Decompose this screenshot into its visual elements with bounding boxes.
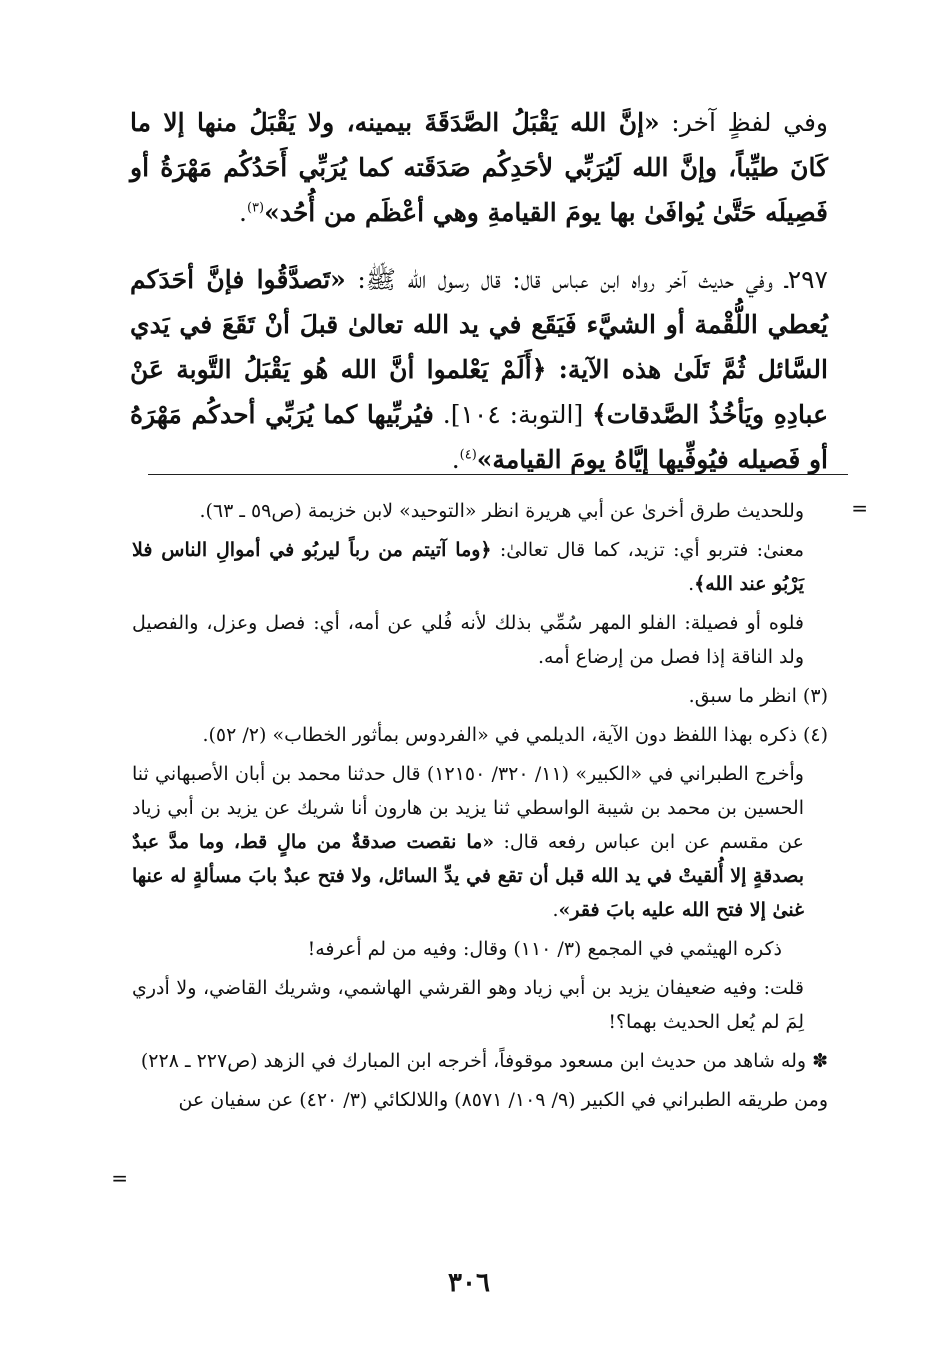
- footnote-3: (٣) انظر ما سبق.: [688, 685, 828, 707]
- footnote-line: فلوه أو فصيلة: الفلو المهر سُمِّي بذلك لأنه فُلي عن أمه، أي: فصل وعزل، والفصيل ولد الناقة إذا فصل من إرضاع أمه.: [132, 612, 804, 668]
- footnote-divider: [148, 474, 848, 475]
- footnote-line: ومن طريقه الطبراني في الكبير (٩/ ١٠٩/ ٨٥٧١) واللالكائي (٣/ ٤٢٠) عن سفيان عن: [178, 1089, 828, 1111]
- footnote-line: [132, 533, 828, 601]
- footnote-line: قلت: وفيه ضعيفان يزيد بن أبي زياد وهو القرشي الهاشمي، وشريك القاضي، ولا أدري لِمَ لم يُعل الحديث بهما؟!: [132, 977, 804, 1033]
- page-number: ٣٠٦: [448, 1268, 490, 1298]
- footnote-line: [132, 757, 828, 927]
- punctuation: .: [451, 445, 460, 474]
- hadith-quote: «تَصدَّقُوا فإنَّ أحَدَكم يُعطي اللُّقْمة أو الشيَّء فَيَقَع في يد الله تعالىٰ قبلَ أنْ تَقَعَ في يَدي السَّائل ثُمَّ تَلَىٰ هذه الآية:: [130, 265, 828, 384]
- footnote-text: وأخرج الطبراني في «الكبير» (١١/ ٣٢٠/ ١٢١٥٠) قال حدثنا محمد بن أبان الأصبهاني ثنا الحسين بن محمد بن شيبة الواسطي ثنا يزيد بن هارون أنا شريك عن يزيد بن أبي زياد عن مقسم عن ابن عباس رفعه قال:: [132, 763, 804, 853]
- quran-verse: ﴿أَلَمْ يَعْلموا أنَّ الله هُو يَقْبَلُ التَّوبة عَنْ عبادِهِ ويَأخُذُ الصَّدقات﴾: [130, 355, 829, 429]
- footnote-text: معنىٰ: فتربو أي: تزيد، كما قال تعالىٰ:: [491, 539, 804, 561]
- paragraph-hadith-297: [130, 257, 828, 482]
- punctuation: .: [552, 899, 559, 921]
- footnote-4: (٤) ذكره بهذا اللفظ دون الآية، الديلمي في «الفردوس بمأثور الخطاب» (٢/ ٥٢).: [202, 724, 828, 746]
- footnote-line: ✽ وله شاهد من حديث ابن مسعود موقوفاً، أخرجه ابن المبارك في الزهد (ص٢٢٧ ـ ٢٢٨): [140, 1050, 828, 1072]
- punctuation: .: [238, 198, 247, 227]
- continuation-mark-top: =: [851, 496, 868, 520]
- verse-reference: [التوبة: ١٠٤].: [433, 400, 593, 429]
- hadith-quote-end: فيُربِّيها كما يُرَبِّي أحدكُم مَهْرَهُ أو فَصيله فيُوفِّيها إيَّاهُ يومَ القيامة»: [130, 400, 828, 474]
- continuation-mark-bottom: =: [111, 1166, 128, 1190]
- footnote-marker: (٣): [246, 200, 265, 216]
- main-text: [130, 100, 828, 504]
- footnote-line: ذكره الهيثمي في المجمع (٣/ ١١٠) وقال: وفيه من لم أعرفه!: [307, 938, 782, 960]
- hadith-quote: «إنَّ الله يَقْبَلُ الصَّدَقَةَ بيمينه، ولا يَقْبَلُ منها إلا ما كَانَ طيِّباً، وإنَّ الله لَيُرَبِّي لأحَدِكُم صَدَقَته كما يُرَبِّي أَحَدُكُم مَهْرَةُ أو فَصِيلَه حَتَّىٰ يُوافَىٰ بها يومَ القيامةِ وهي أعْظَم من أُحُد»: [130, 108, 828, 227]
- paragraph-lead: وفي لفظٍ آخر:: [659, 108, 828, 137]
- paragraph-lead: ٢٩٧ـ وفي حديث آخر رواه ابن عباس قال: قال رسول الله ﷺ:: [345, 265, 828, 294]
- footnote-line: وللحديث طرق أخرىٰ عن أبي هريرة انظر «التوحيد» لابن خزيمة (ص٥٩ ـ ٦٣).: [199, 500, 804, 522]
- footnote-marker: (٤): [459, 447, 477, 463]
- paragraph-hadith-variant: [130, 100, 828, 235]
- punctuation: .: [688, 573, 695, 595]
- hadith-quote: «ما نقصت صدقةٌ من مالٍ قط، وما مدَّ عبدٌ بصدقةٍ إلا أُلقيتْ في يد الله قبل أن تقع في يدِّ السائل، ولا فتح عبدٌ بابَ مسألةٍ له عنها غنىٰ إلا فتح الله عليه بابَ فقر»: [132, 831, 804, 921]
- quran-verse: ﴿وما آتيتم من رباً ليربُو في أموالِ الناس فلا يَرْبُو عند الله﴾: [132, 539, 804, 595]
- footnotes: [132, 494, 828, 1122]
